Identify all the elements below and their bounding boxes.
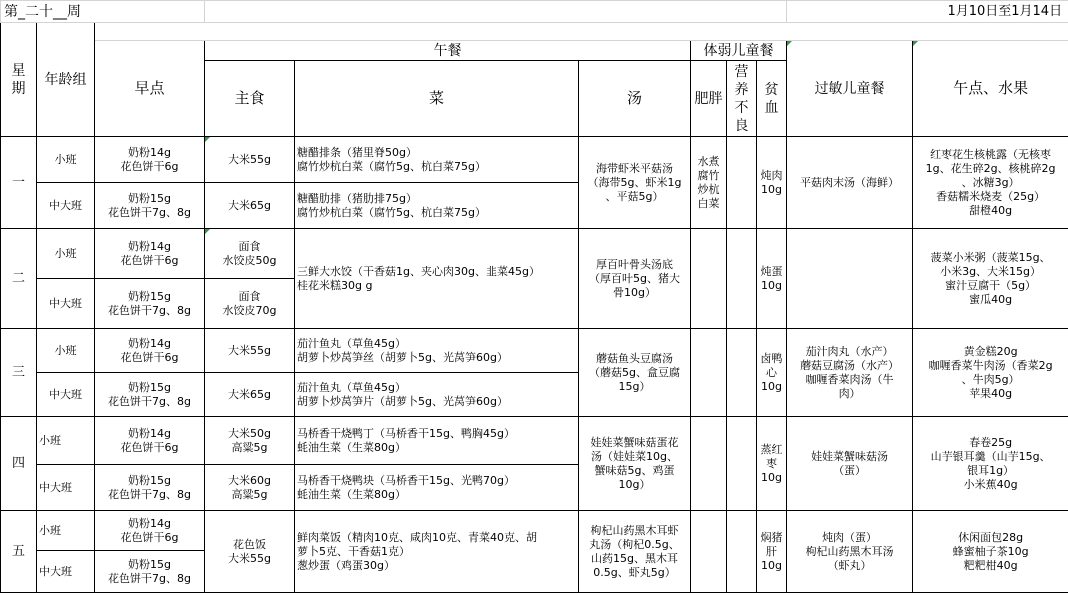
dish-cell-line: 糖醋排条（猪里脊50g） <box>297 145 418 159</box>
soup-cell <box>579 417 691 511</box>
dish-cell-line: 马桥香干烧鸭块（马桥香干15g、光鸭70g） <box>297 473 515 487</box>
breakfast-cell-line: 花色饼干6g <box>120 253 179 267</box>
breakfast-cell-line: 花色饼干7g、8g <box>108 205 191 219</box>
allergy-cell <box>787 417 913 511</box>
dish-cell <box>295 329 579 373</box>
malnutrition-cell <box>727 329 757 417</box>
malnutrition-cell <box>727 229 757 329</box>
breakfast-cell-line: 奶粉14g <box>128 516 171 530</box>
dish-cell <box>295 183 579 229</box>
weekday-cell: 三 <box>1 329 37 417</box>
soup-cell-line: 枸杞山药黑木耳虾 <box>590 523 679 537</box>
breakfast-cell-line: 奶粉15g <box>128 473 171 487</box>
anemia-cell-line: 10g <box>761 182 783 196</box>
staple-cell-line: 大米65g <box>228 198 272 212</box>
soup-cell-line: 山药15g、黑木耳 <box>591 551 679 565</box>
soup-cell-line: 丸汤（枸杞0.5g、 <box>589 537 680 551</box>
soup-header: 汤 <box>579 61 691 137</box>
table-row <box>1 137 1068 183</box>
breakfast-cell <box>95 229 205 279</box>
afternoon-cell <box>913 229 1068 329</box>
breakfast-cell <box>95 511 205 551</box>
obese-cell-line: 腐竹 <box>697 168 720 182</box>
staple-cell <box>205 229 295 279</box>
dish-cell-line: 萝卜5克、干香菇1克） <box>297 544 411 558</box>
dish-cell <box>295 373 579 417</box>
breakfast-header: 早点 <box>95 41 205 137</box>
staple-cell <box>205 329 295 373</box>
dish-cell <box>295 417 579 465</box>
soup-cell-line: 厚百叶骨头汤底 <box>596 257 674 271</box>
staple-cell <box>205 417 295 465</box>
anemia-cell-line: 10g <box>761 558 783 572</box>
afternoon-cell-line: 、冰糖3g） <box>961 175 1020 189</box>
anemia-cell-line: 焖猪肝 <box>760 530 783 558</box>
anemia-cell <box>757 137 787 229</box>
dish-cell <box>295 137 579 183</box>
anemia-cell <box>757 229 787 329</box>
afternoon-cell-line: 粑粑柑40g <box>963 558 1018 572</box>
breakfast-cell <box>95 417 205 465</box>
soup-cell-line: （蘑菇5g、盒豆腐 <box>589 365 681 379</box>
afternoon-cell-line: 菠菜小米粥（菠菜15g、 <box>930 250 1051 264</box>
breakfast-cell-line: 奶粉14g <box>128 239 171 253</box>
anemia-cell-line: 炖肉 <box>760 168 783 182</box>
obese-cell <box>691 229 727 329</box>
soup-cell-line: 0.5g、虾丸5g） <box>593 565 676 579</box>
breakfast-cell-line: 奶粉14g <box>128 336 171 350</box>
afternoon-cell-line: 红枣花生核桃露（无核枣 <box>930 147 1052 161</box>
breakfast-cell-line: 花色饼干7g、8g <box>108 571 191 585</box>
age-group-cell: 中大班 <box>37 373 95 417</box>
staple-cell-line: 大米55g <box>228 551 272 565</box>
staple-cell-line: 大米65g <box>228 387 272 401</box>
afternoon-cell-line: 蜜瓜40g <box>969 292 1013 306</box>
allergy-cell-line: （虾丸） <box>827 558 872 572</box>
soup-cell-line: （海带5g、虾米1g <box>587 175 682 189</box>
soup-cell-line: 15g） <box>618 379 651 393</box>
table-row <box>1 329 1068 373</box>
breakfast-cell-line: 花色饼干7g、8g <box>108 394 191 408</box>
anemia-header: 贫 血 <box>757 61 787 137</box>
obese-cell <box>691 511 727 593</box>
afternoon-cell-line: 银耳1g） <box>967 463 1015 477</box>
afternoon-cell <box>913 137 1068 229</box>
soup-cell-line: 娃娃菜蟹味菇蛋花 <box>590 435 679 449</box>
title-spacer <box>205 1 787 23</box>
anemia-cell-line: 10g <box>761 470 783 484</box>
dish-cell-line: 蚝油生菜（生菜80g） <box>297 487 407 501</box>
dish-cell-line: 茄汁鱼丸（草鱼45g） <box>297 380 407 394</box>
afternoon-cell <box>913 417 1068 511</box>
allergy-cell <box>787 329 913 417</box>
allergy-cell-line: 肉） <box>838 386 861 400</box>
breakfast-cell <box>95 183 205 229</box>
soup-cell-line: 骨10g） <box>613 285 657 299</box>
staple-cell-line: 花色饭 <box>233 537 267 551</box>
header-row-2 <box>1 41 1068 61</box>
anemia-cell-line: 蒸红枣 <box>760 442 783 470</box>
age-group-cell: 中大班 <box>37 551 95 593</box>
breakfast-cell-line: 花色饼干6g <box>120 440 179 454</box>
staple-cell-line: 大米60g <box>228 473 272 487</box>
obese-cell-line: 白菜 <box>697 196 720 210</box>
staple-cell <box>205 373 295 417</box>
dish-cell <box>295 511 579 593</box>
malnutrition-cell <box>727 137 757 229</box>
table-row <box>1 229 1068 279</box>
dish-cell <box>295 229 579 329</box>
afternoon-cell <box>913 329 1068 417</box>
breakfast-cell <box>95 465 205 511</box>
afternoon-cell-line: 、牛肉5g） <box>961 372 1020 386</box>
weekday-cell: 一 <box>1 137 37 229</box>
anemia-cell-line: 卤鸭心 <box>760 351 783 379</box>
allergy-cell-line: 茄汁肉丸（水产） <box>805 344 894 358</box>
weak-children-header: 体弱儿童餐 <box>691 41 787 61</box>
allergy-cell-line: 蘑菇豆腐汤（水产） <box>800 358 900 372</box>
breakfast-cell <box>95 373 205 417</box>
breakfast-cell-line: 奶粉15g <box>128 380 171 394</box>
soup-cell <box>579 137 691 229</box>
staple-cell <box>205 183 295 229</box>
soup-cell <box>579 511 691 593</box>
soup-cell-line: 、平菇5g） <box>605 189 664 203</box>
obese-cell <box>691 137 727 229</box>
afternoon-cell-line: 甜橙40g <box>969 203 1013 217</box>
breakfast-cell-line: 奶粉14g <box>128 426 171 440</box>
breakfast-cell-line: 奶粉14g <box>128 145 171 159</box>
obese-cell <box>691 329 727 417</box>
age-group-cell: 中大班 <box>37 183 95 229</box>
anemia-cell <box>757 417 787 511</box>
staple-cell <box>205 137 295 183</box>
obese-cell <box>691 417 727 511</box>
age-group-cell: 中大班 <box>37 279 95 329</box>
breakfast-cell-line: 奶粉15g <box>128 191 171 205</box>
allergy-cell <box>787 229 913 329</box>
age-group-cell: 小班 <box>37 137 95 183</box>
breakfast-cell-line: 花色饼干7g、8g <box>108 303 191 317</box>
age-group-cell: 小班 <box>37 417 95 465</box>
table-row <box>1 511 1068 551</box>
afternoon-header: 午点、水果 <box>913 41 1068 137</box>
dish-cell <box>295 465 579 511</box>
age-group-cell: 小班 <box>37 511 95 551</box>
afternoon-cell-line: 小米3g、大米15g） <box>940 264 1042 278</box>
soup-cell-line: 蟹味菇5g、鸡蛋 <box>594 463 675 477</box>
afternoon-cell-line: 黄金糕20g <box>963 344 1018 358</box>
allergy-cell-line: 咖喱香菜肉汤（牛 <box>805 372 894 386</box>
staple-cell <box>205 511 295 593</box>
age-group-header: 年龄组 <box>37 23 95 137</box>
dish-cell-line: 糖醋肋排（猪肋排75g） <box>297 191 418 205</box>
dish-cell-line: 马桥香干烧鸭丁（马桥香干15g、鸭胸45g） <box>297 426 515 440</box>
allergy-cell <box>787 137 913 229</box>
afternoon-cell <box>913 511 1068 593</box>
breakfast-cell-line: 花色饼干6g <box>120 159 179 173</box>
soup-cell <box>579 229 691 329</box>
weekday-header: 星 期 <box>1 23 37 137</box>
staple-cell-line: 高粱5g <box>231 487 268 501</box>
dish-cell-line: 腐竹炒杭白菜（腐竹5g、杭白菜75g） <box>297 159 486 173</box>
anemia-cell-line: 10g <box>761 379 783 393</box>
anemia-cell <box>757 329 787 417</box>
header-row-1 <box>1 23 1068 41</box>
dish-cell-line: 蚝油生菜（生菜80g） <box>297 440 407 454</box>
allergy-cell-line: 炖肉（蛋） <box>822 530 878 544</box>
anemia-cell-line: 炖蛋10g <box>760 264 783 292</box>
obese-header: 肥胖 <box>691 61 727 137</box>
allergy-cell-line: （蛋） <box>833 463 867 477</box>
allergy-cell-line: 娃娃菜蟹味菇汤 <box>811 449 889 463</box>
staple-cell-line: 水饺皮50g <box>222 253 277 267</box>
date-range: 1月10日至1月14日 <box>787 1 1068 23</box>
staple-cell-line: 大米50g <box>228 426 272 440</box>
dish-cell-line: 胡萝卜炒莴笋丝（胡萝卜5g、光莴笋60g） <box>297 350 508 364</box>
staple-header: 主食 <box>205 61 295 137</box>
soup-cell-line: 10g） <box>618 477 651 491</box>
breakfast-cell-line: 花色饼干6g <box>120 530 179 544</box>
allergy-header: 过敏儿童餐 <box>787 41 913 137</box>
staple-cell-line: 面食 <box>238 239 261 253</box>
allergy-cell-line: 枸杞山药黑木耳汤 <box>805 544 894 558</box>
allergy-cell-line: 平菇肉末汤（海鲜） <box>800 175 900 189</box>
afternoon-cell-line: 苹果40g <box>969 386 1013 400</box>
allergy-cell <box>787 511 913 593</box>
staple-cell-line: 高粱5g <box>231 440 268 454</box>
staple-cell-line: 大米55g <box>228 152 272 166</box>
breakfast-cell <box>95 329 205 373</box>
staple-cell-line: 面食 <box>238 289 261 303</box>
breakfast-cell-line: 奶粉15g <box>128 289 171 303</box>
breakfast-cell-line: 奶粉15g <box>128 557 171 571</box>
soup-cell-line: 蘑菇鱼头豆腐汤 <box>596 351 674 365</box>
dish-cell-line: 三鲜大水饺（干香菇1g、夹心肉30g、韭菜45g） <box>297 264 540 278</box>
breakfast-cell <box>95 137 205 183</box>
age-group-cell: 小班 <box>37 229 95 279</box>
header-spacer <box>95 23 1068 41</box>
staple-cell <box>205 279 295 329</box>
soup-cell-line: 海带虾米平菇汤 <box>596 161 674 175</box>
dish-cell-line: 葱炒蛋（鸡蛋30g） <box>297 558 396 572</box>
obese-cell-line: 炒杭 <box>697 182 720 196</box>
age-group-cell: 小班 <box>37 329 95 373</box>
afternoon-cell-line: 小米蕉40g <box>963 477 1018 491</box>
afternoon-cell-line: 蜂蜜柚子茶10g <box>952 544 1029 558</box>
dish-cell-line: 桂花米糕30g g <box>297 278 373 292</box>
anemia-cell <box>757 511 787 593</box>
afternoon-cell-line: 山芋银耳羹（山芋15g、 <box>930 449 1051 463</box>
malnutrition-cell <box>727 511 757 593</box>
obese-cell-line: 水煮 <box>697 154 720 168</box>
staple-cell <box>205 465 295 511</box>
table-row <box>1 417 1068 465</box>
breakfast-cell <box>95 551 205 593</box>
dish-cell-line: 腐竹炒杭白菜（腐竹5g、杭白菜75g） <box>297 205 486 219</box>
dish-cell-line: 茄汁鱼丸（草鱼45g） <box>297 336 407 350</box>
afternoon-cell-line: 蜜汁豆腐干（5g） <box>945 278 1037 292</box>
weekday-cell: 五 <box>1 511 37 593</box>
weekday-cell: 四 <box>1 417 37 511</box>
afternoon-cell-line: 咖喱香菜牛肉汤（香菜2g <box>928 358 1053 372</box>
soup-cell-line: （厚百叶5g、猪大 <box>589 271 681 285</box>
dish-header: 菜 <box>295 61 579 137</box>
staple-cell-line: 水饺皮70g <box>222 303 277 317</box>
malnutrition-header: 营 养 不 良 <box>727 61 757 137</box>
soup-cell <box>579 329 691 417</box>
breakfast-cell-line: 花色饼干7g、8g <box>108 487 191 501</box>
soup-cell-line: 汤（娃娃菜10g、 <box>591 449 679 463</box>
week-title: 第_二十__周 <box>1 1 205 23</box>
afternoon-cell-line: 春卷25g <box>969 435 1013 449</box>
afternoon-cell-line: 休闲面包28g <box>958 530 1024 544</box>
breakfast-cell <box>95 279 205 329</box>
dish-cell-line: 胡萝卜炒莴笋片（胡萝卜5g、光莴笋60g） <box>297 394 508 408</box>
title-row <box>1 1 1068 23</box>
staple-cell-line: 大米55g <box>228 343 272 357</box>
malnutrition-cell <box>727 417 757 511</box>
afternoon-cell-line: 香菇糯米烧麦（25g） <box>936 189 1046 203</box>
breakfast-cell-line: 花色饼干6g <box>120 350 179 364</box>
lunch-header: 午餐 <box>205 41 691 61</box>
age-group-cell: 中大班 <box>37 465 95 511</box>
afternoon-cell-line: 1g、花生碎2g、核桃碎2g <box>925 161 1056 175</box>
weekday-cell: 二 <box>1 229 37 329</box>
dish-cell-line: 鲜肉菜饭（精肉10克、咸肉10克、青菜40克、胡 <box>297 530 538 544</box>
